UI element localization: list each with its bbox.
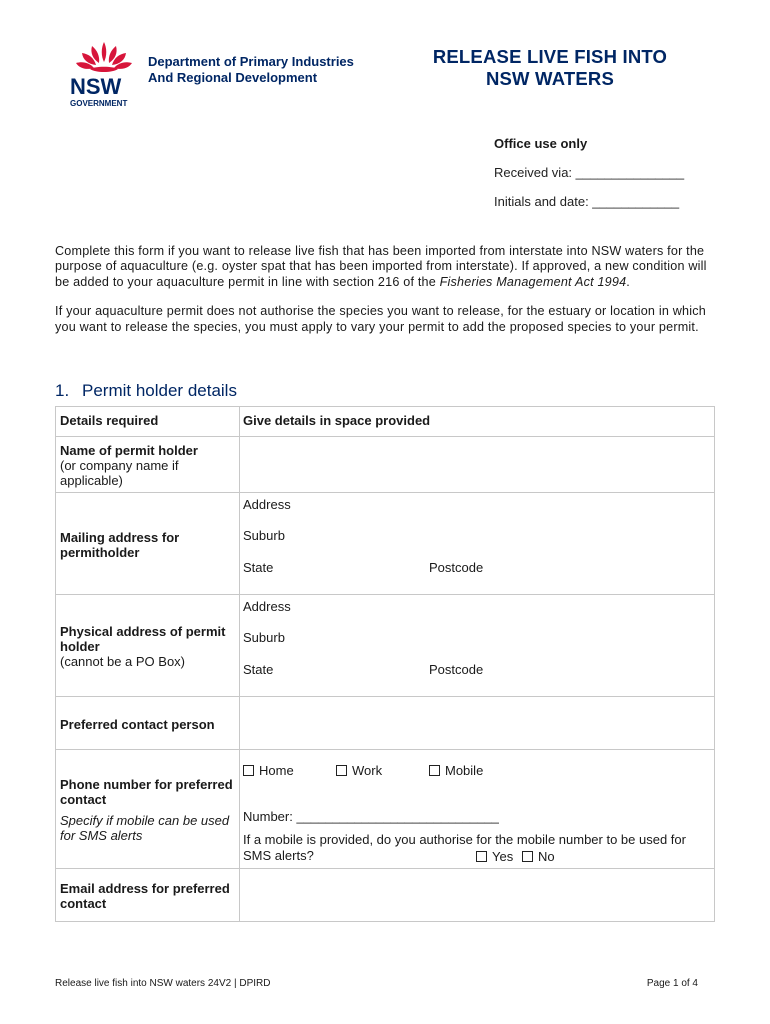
footer-page-number: Page 1 of 4 bbox=[646, 978, 698, 989]
physical-suburb-label: Suburb bbox=[243, 630, 285, 645]
name-input[interactable] bbox=[240, 437, 715, 493]
intro-paragraph-2: If your aquaculture permit does not authorise the species you want to release, for the estuary or location in which you want to release the species, you must apply to vary your permit to add the proposed species to your permit. bbox=[55, 304, 706, 334]
phone-input[interactable] bbox=[240, 750, 715, 869]
department-name: Department of Primary Industries And Regional Development bbox=[148, 54, 354, 85]
contact-input[interactable] bbox=[240, 697, 715, 750]
permit-holder-table bbox=[55, 406, 715, 922]
form-title: RELEASE LIVE FISH INTO NSW WATERS bbox=[432, 46, 668, 89]
phone-label: Phone number for preferred contact Specify if mobile can be used for SMS alerts bbox=[56, 750, 240, 869]
home-checkbox[interactable]: Home bbox=[243, 763, 294, 778]
mobile-checkbox[interactable]: Mobile bbox=[429, 763, 483, 778]
mailing-postcode-label: Postcode bbox=[429, 560, 484, 575]
no-checkbox[interactable]: No bbox=[522, 849, 555, 864]
office-use-block bbox=[494, 136, 684, 223]
mailing-state-label: State bbox=[243, 560, 274, 575]
physical-address-label: Address bbox=[243, 599, 291, 614]
name-label: Name of permit holder (or company name if applicable) bbox=[56, 437, 240, 493]
office-use-heading: Office use only bbox=[494, 136, 588, 151]
col-header-details: Details required bbox=[56, 407, 240, 437]
physical-label: Physical address of permit holder (cannot be a PO Box) bbox=[56, 595, 240, 697]
physical-address-input[interactable] bbox=[240, 595, 715, 697]
nsw-government-logo bbox=[68, 38, 140, 110]
mailing-address-input[interactable] bbox=[240, 493, 715, 595]
physical-state-label: State bbox=[243, 662, 274, 677]
mailing-address-label: Address bbox=[243, 497, 291, 512]
initials-date-field[interactable]: Initials and date: ____________ bbox=[494, 194, 680, 209]
intro-paragraph-1: Complete this form if you want to release live fish that has been imported from interstate into NSW waters for the purpose of aquaculture (e.g. oyster spat that has been imported from interstate). If approved, a new condition will be added to your aquaculture permit in line with section 216 of the Fisheries Management Act 1994. bbox=[55, 244, 707, 289]
work-checkbox[interactable]: Work bbox=[336, 763, 382, 778]
intro-text bbox=[55, 244, 715, 349]
section-1-heading: 1. Permit holder details bbox=[55, 381, 237, 400]
received-via-field[interactable]: Received via: _______________ bbox=[494, 165, 685, 180]
mailing-suburb-label: Suburb bbox=[243, 528, 285, 543]
svg-text:NSW: NSW bbox=[70, 74, 122, 99]
mailing-label: Mailing address for permitholder bbox=[56, 493, 240, 595]
email-label: Email address for preferred contact bbox=[56, 869, 240, 922]
email-input[interactable] bbox=[240, 869, 715, 922]
col-header-give-details: Give details in space provided bbox=[240, 407, 715, 437]
phone-number-field[interactable]: Number: ____________________________ bbox=[243, 809, 499, 824]
yes-checkbox[interactable]: Yes bbox=[476, 849, 513, 864]
svg-text:GOVERNMENT: GOVERNMENT bbox=[70, 99, 128, 108]
sms-question: If a mobile is provided, do you authorise for the mobile number to be used for SMS alerts? bbox=[243, 832, 686, 863]
physical-postcode-label: Postcode bbox=[429, 662, 484, 677]
contact-label: Preferred contact person bbox=[56, 697, 240, 750]
footer-document-id: Release live fish into NSW waters 24V2 | DPIRD bbox=[55, 978, 271, 989]
